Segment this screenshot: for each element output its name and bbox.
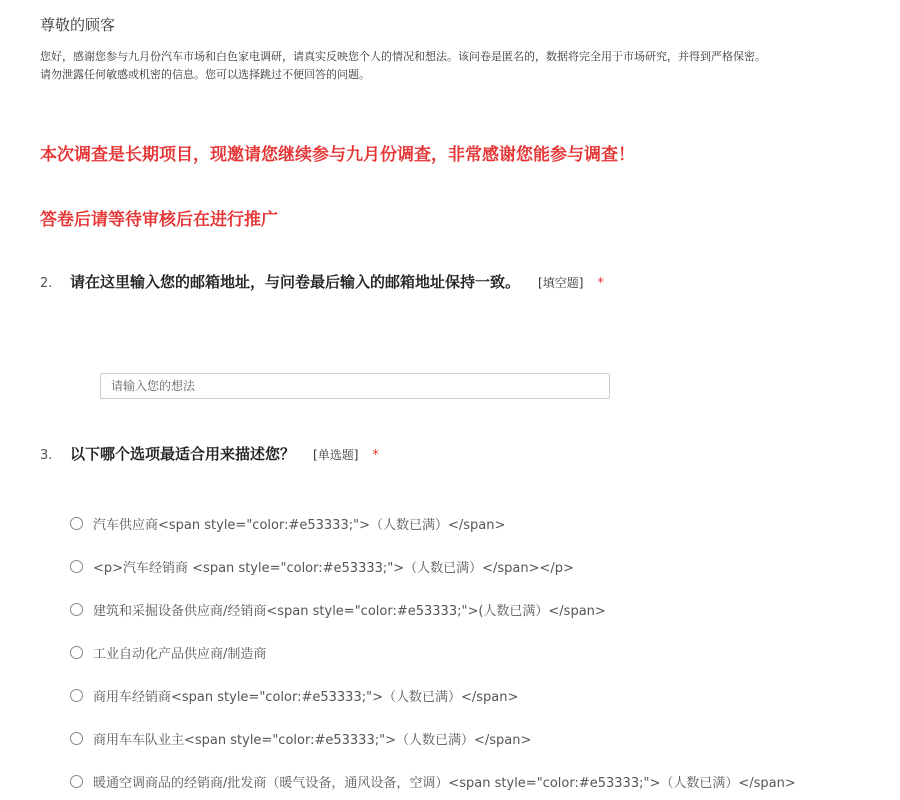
intro-line-1: 您好，感谢您参与九月份汽车市场和白色家电调研，请真实反映您个人的情况和想法。该问卷是匿名的，数据将完全用于市场研究，并得到严格保密。 [40, 50, 766, 63]
greeting-heading: 尊敬的顾客 [40, 16, 116, 34]
option-industrial-automation[interactable] [70, 643, 266, 662]
question-number: 3. [40, 448, 53, 463]
option-label: <p>汽车经销商 <span style="color:#e53333;">（人数已满）</span></p> [93, 561, 574, 576]
option-label: 商用车经销商<span style="color:#e53333;">（人数已满）</span> [93, 690, 519, 705]
email-input[interactable] [100, 373, 610, 399]
radio-button-icon[interactable] [70, 689, 83, 702]
option-label: 汽车供应商<span style="color:#e53333;">（人数已满）</span> [93, 518, 506, 533]
question-title: 请在这里输入您的邮箱地址，与问卷最后输入的邮箱地址保持一致。 [70, 273, 521, 291]
radio-button-icon[interactable] [70, 517, 83, 530]
question-type-label: [单选题] [313, 448, 359, 462]
required-asterisk: * [372, 448, 379, 463]
option-fleet-owner[interactable] [70, 729, 531, 748]
notice-review-pending: 答卷后请等待审核后在进行推广 [40, 210, 278, 230]
option-construction-equipment[interactable] [70, 600, 606, 619]
option-commercial-vehicle-dealer[interactable] [70, 686, 518, 705]
question-type-label: [填空题] [538, 276, 584, 290]
required-asterisk: * [597, 276, 604, 291]
option-label: 工业自动化产品供应商/制造商 [93, 647, 267, 662]
radio-button-icon[interactable] [70, 775, 83, 788]
radio-button-icon[interactable] [70, 646, 83, 659]
question-3-header [40, 443, 379, 464]
notice-long-term-project: 本次调查是长期项目，现邀请您继续参与九月份调查，非常感谢您能参与调查！ [40, 145, 635, 165]
option-auto-dealer[interactable] [70, 557, 574, 576]
option-label: 暖通空调商品的经销商/批发商（暖气设备，通风设备，空调）<span style="color:#e53333;">（人数已满）</span> [93, 776, 796, 791]
question-number: 2. [40, 276, 53, 291]
radio-button-icon[interactable] [70, 560, 83, 573]
question-title: 以下哪个选项最适合用来描述您？ [70, 445, 296, 463]
option-auto-supplier[interactable] [70, 514, 505, 533]
intro-line-2: 请勿泄露任何敏感或机密的信息。您可以选择跳过不便回答的问题。 [40, 68, 370, 81]
question-2-header [40, 271, 604, 292]
radio-button-icon[interactable] [70, 603, 83, 616]
radio-button-icon[interactable] [70, 732, 83, 745]
option-hvac-dealer[interactable] [70, 772, 796, 791]
option-label: 建筑和采掘设备供应商/经销商<span style="color:#e53333;">(人数已满）</span> [93, 604, 606, 619]
option-label: 商用车车队业主<span style="color:#e53333;">（人数已满）</span> [93, 733, 532, 748]
survey-intro [40, 48, 880, 84]
